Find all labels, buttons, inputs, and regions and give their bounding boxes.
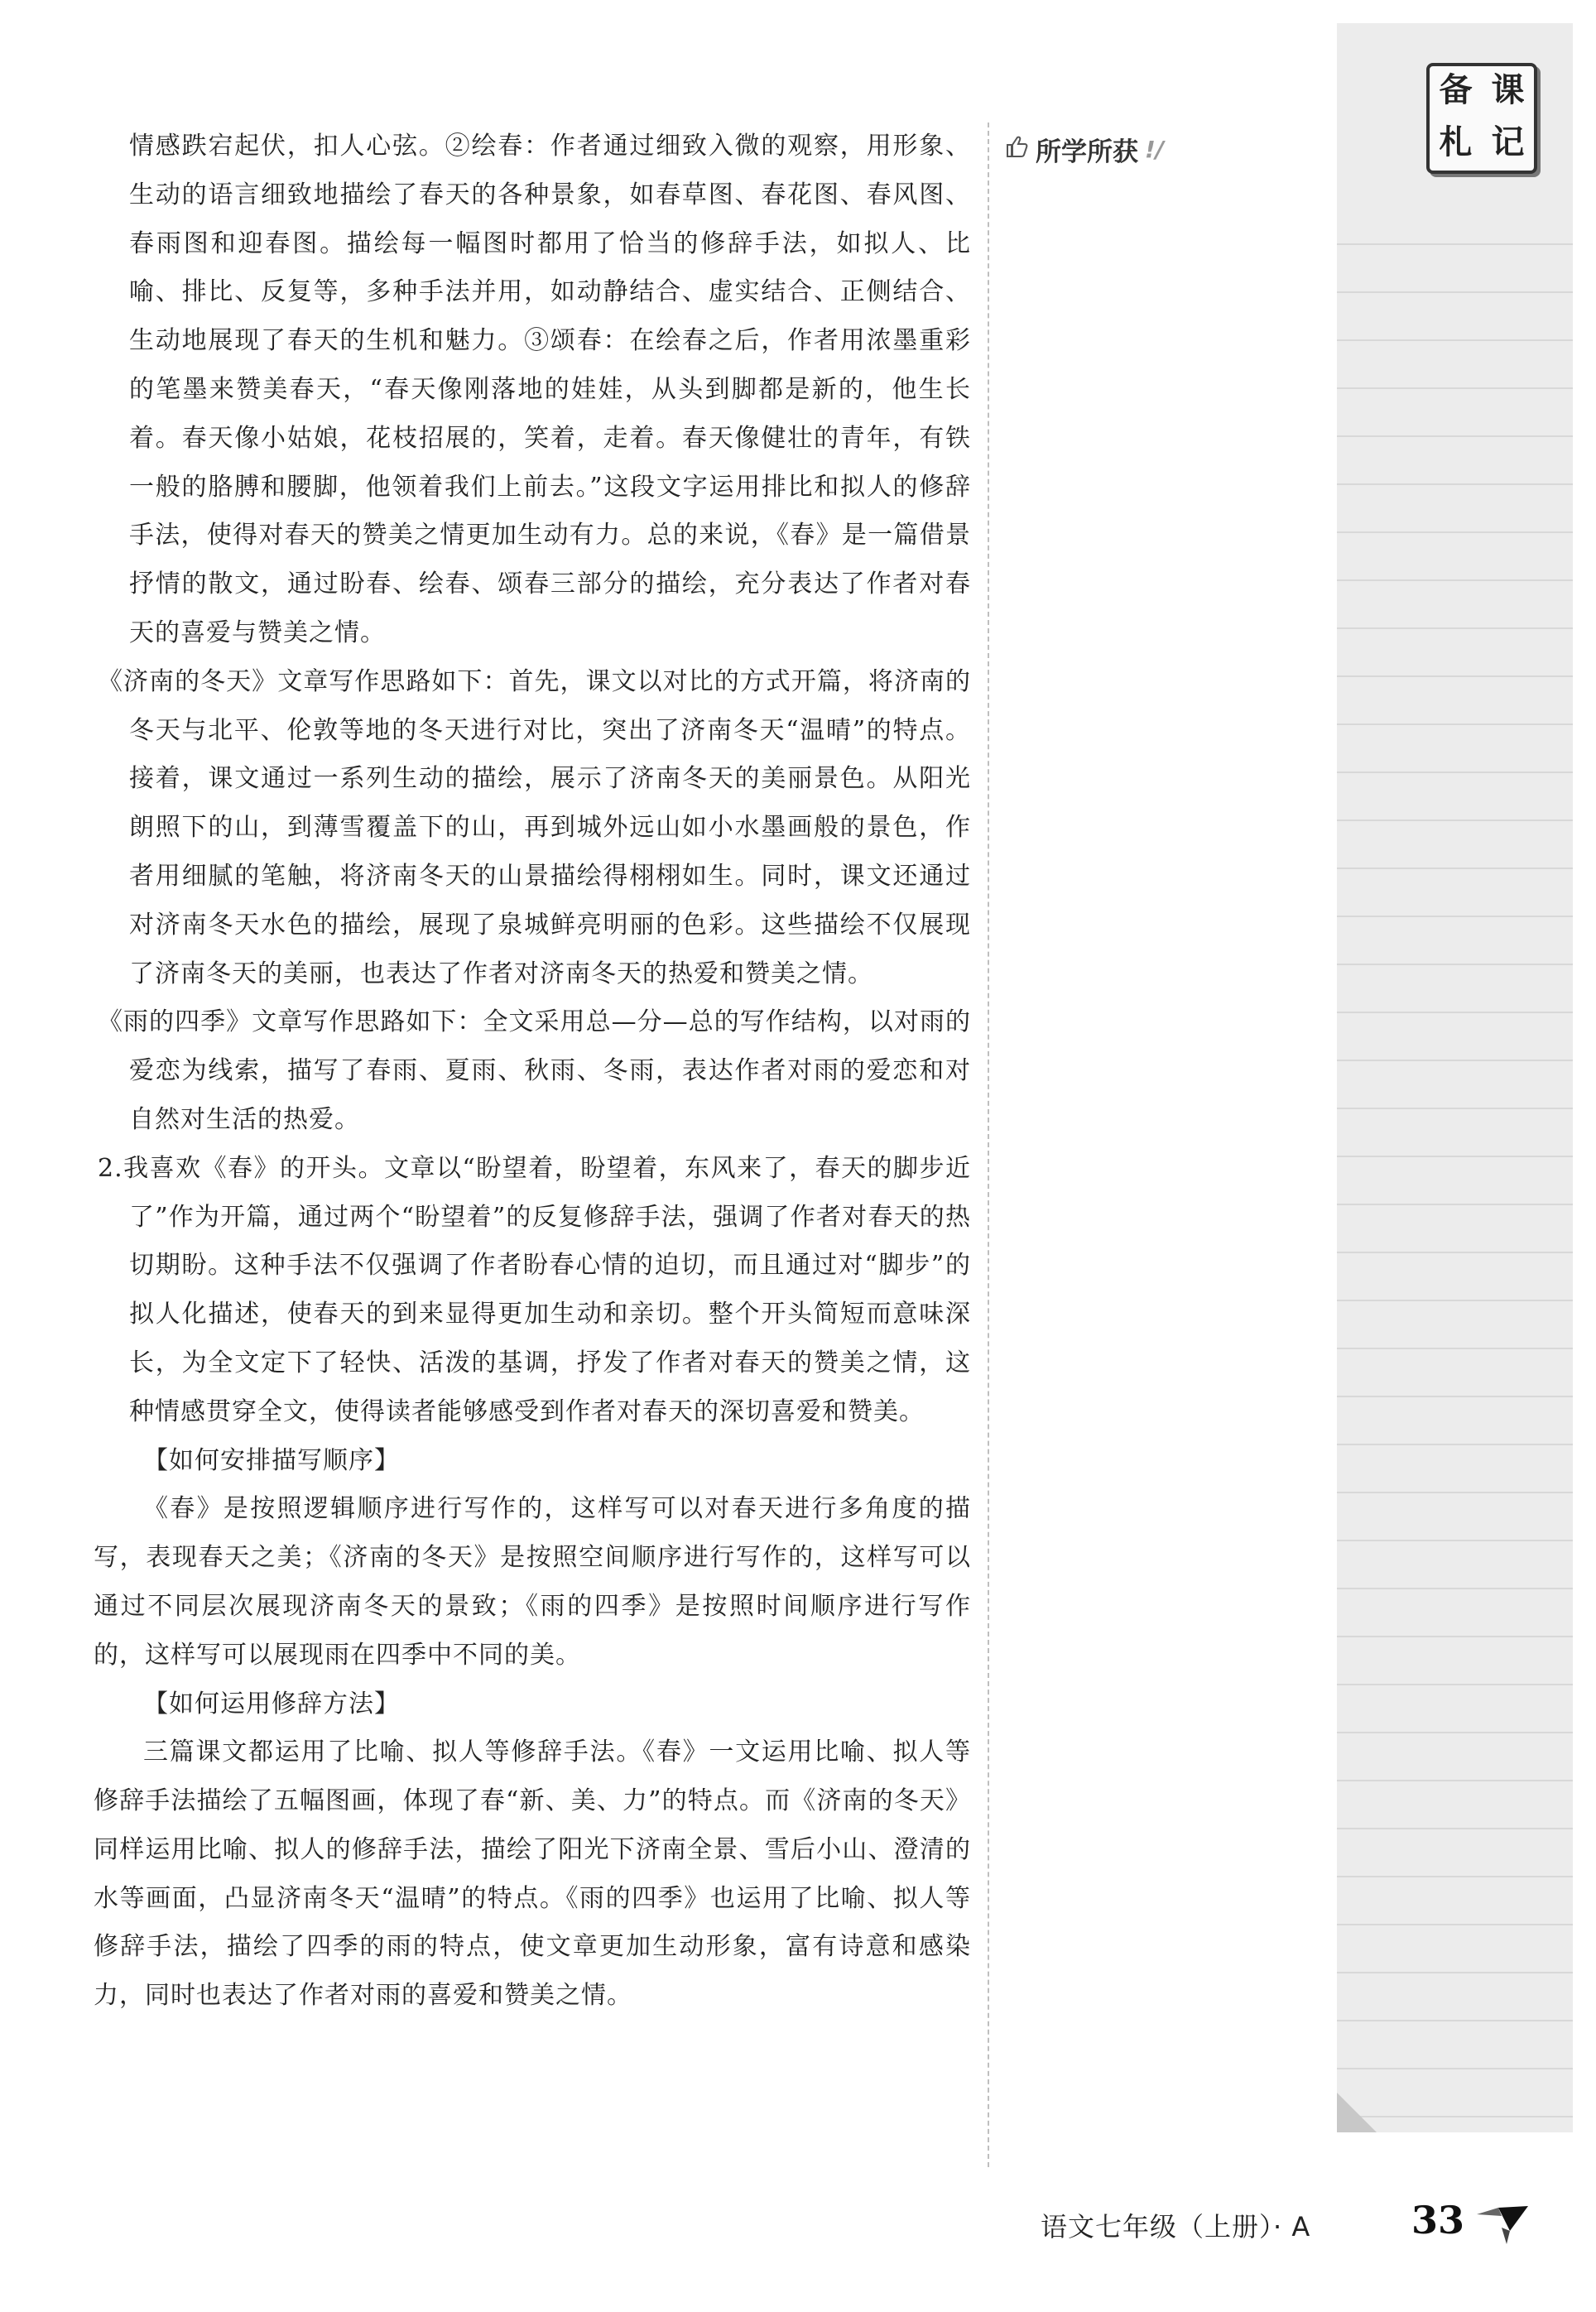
lesson-notes-badge	[1426, 63, 1537, 174]
paragraph-answer-2: 2.我喜欢《春》的开头。文章以“盼望着，盼望着，东风来了，春天的脚步近了”作为开篇，通过两个“盼望着”的反复修辞手法，强调了作者对春天的热切期盼。这种手法不仅强调了作者盼春心情的迫切，而且通过对“脚步”的拟人化描述，使春天的到来显得更加生动和亲切。整个开头简短而意味深长，为全文定下了轻快、活泼的基调，抒发了作者对春天的赞美之情，这种情感贯穿全文，使得读者能够感受到作者对春天的深切喜爱和赞美。	[98, 1153, 971, 1426]
footer-book-title: 语文七年级（上册）· A	[1041, 2211, 1311, 2242]
paragraph-jinan-winter: 《济南的冬天》文章写作思路如下：首先，课文以对比的方式开篇，将济南的冬天与北平、伦敦等地的冬天进行对比，突出了济南冬天“温晴”的特点。接着，课文通过一系列生动的描绘，展示了济南冬天的美丽景色。从阳光朗照下的山，到薄雪覆盖下的山，再到城外远山如小水墨画般的景色，作者用细腻的笔触，将济南冬天的山景描绘得栩栩如生。同时，课文还通过对济南冬天水色的描绘，展现了泉城鲜亮明丽的色彩。这些描绘不仅展现了济南冬天的美丽，也表达了作者对济南冬天的热爱和赞美之情。	[98, 666, 971, 988]
badge-char: 备	[1439, 71, 1473, 109]
exclamation-icon: !/	[1145, 136, 1164, 163]
notes-title: 所学所获	[1036, 137, 1138, 167]
badge-char: 课	[1491, 71, 1525, 109]
notes-lined-strip	[1337, 23, 1573, 2132]
badge-char: 札	[1439, 123, 1473, 161]
badge-char: 记	[1491, 123, 1525, 161]
thumbs-up-icon	[1004, 134, 1029, 166]
heading-description-order: 【如何安排描写顺序】	[143, 1445, 400, 1475]
notes-header	[1004, 131, 1164, 168]
paragraph-rhetoric: 三篇课文都运用了比喻、拟人等修辞手法。《春》一文运用比喻、拟人等修辞手法描绘了五幅图画，体现了春“新、美、力”的特点。而《济南的冬天》同样运用比喻、拟人的修辞手法，描绘了阳光下济南全景、雪后小山、澄清的水等画面，凸显济南冬天“温晴”的特点。《雨的四季》也运用了比喻、拟人等修辞手法，描绘了四季的雨的特点，使文章更加生动形象，富有诗意和感染力，同时也表达了作者对雨的喜爱和赞美之情。	[94, 1738, 971, 2011]
page-number: 33	[1411, 2198, 1465, 2242]
main-text	[94, 123, 971, 2021]
column-divider	[988, 123, 989, 2167]
paragraph-rain-seasons: 《雨的四季》文章写作思路如下：全文采用总—分—总的写作结构，以对雨的爱恋为线索，描写了春雨、夏雨、秋雨、冬雨，表达作者对雨的爱恋和对自然对生活的热爱。	[98, 1007, 971, 1134]
paragraph-description-order: 《春》是按照逻辑顺序进行写作的，这样写可以对春天进行多角度的描写，表现春天之美；《济南的冬天》是按照空间顺序进行写作的，这样写可以通过不同层次展现济南冬天的景致；《雨的四季》是按照时间顺序进行写作的，这样写可以展现雨在四季中不同的美。	[94, 1494, 971, 1670]
decorative-arrow-icon	[1473, 2198, 1531, 2251]
heading-rhetoric: 【如何运用修辞方法】	[143, 1689, 400, 1718]
page-fold-corner	[1337, 2093, 1377, 2132]
paragraph-spring-analysis: 情感跌宕起伏，扣人心弦。②绘春：作者通过细致入微的观察，用形象、生动的语言细致地描绘了春天的各种景象，如春草图、春花图、春风图、春雨图和迎春图。描绘每一幅图时都用了恰当的修辞手法，如拟人、比喻、排比、反复等，多种手法并用，如动静结合、虚实结合、正侧结合、生动地展现了春天的生机和魅力。③颂春：在绘春之后，作者用浓墨重彩的笔墨来赞美春天，“春天像刚落地的娃娃，从头到脚都是新的，他生长着。春天像小姑娘，花枝招展的，笑着，走着。春天像健壮的青年，有铁一般的胳膊和腰脚，他领着我们上前去。”这段文字运用排比和拟人的修辞手法，使得对春天的赞美之情更加生动有力。总的来说，《春》是一篇借景抒情的散文，通过盼春、绘春、颂春三部分的描绘，充分表达了作者对春天的喜爱与赞美之情。	[129, 132, 971, 647]
